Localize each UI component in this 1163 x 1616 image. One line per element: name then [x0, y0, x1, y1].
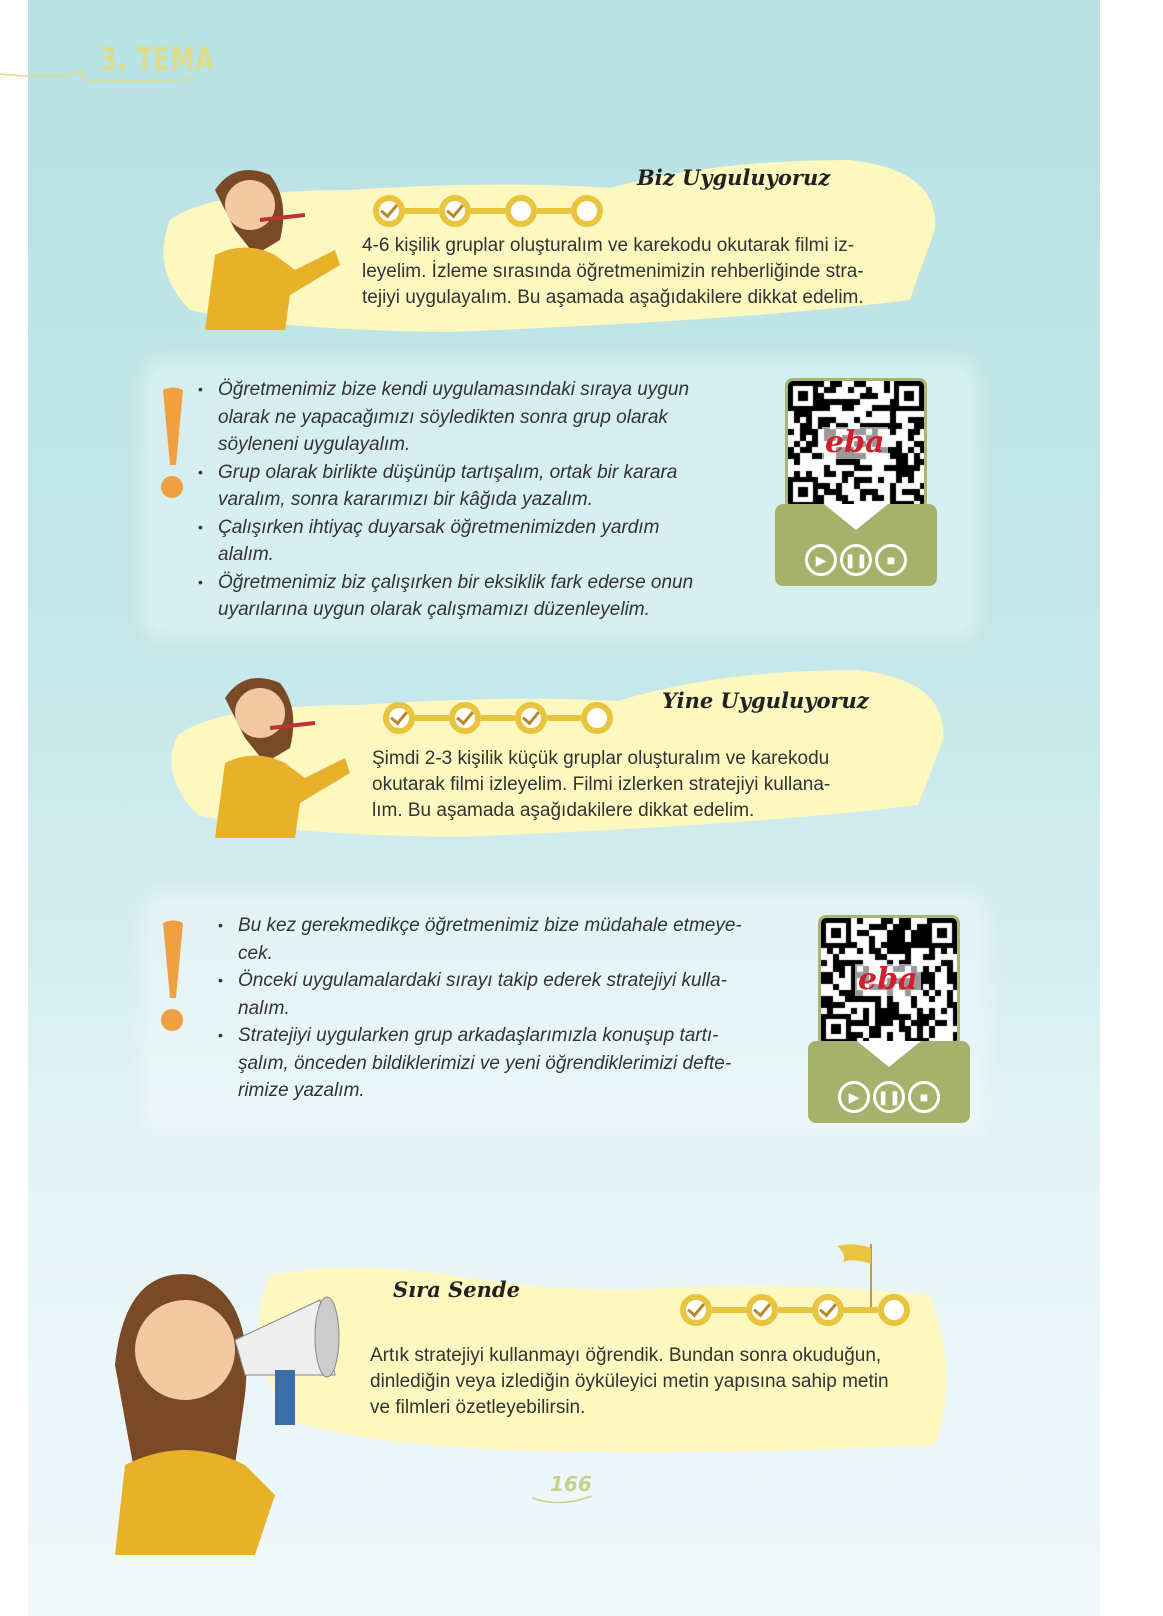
section1-title: Biz Uyguluyoruz — [637, 165, 831, 190]
progress-connector — [415, 715, 449, 721]
list-item: • Grup olarak birlikte düşünüp tartışalım, ortak bir karara varalım, sonra kararımızı bir kâğıda yazalım. — [198, 459, 733, 514]
check-step-icon — [383, 702, 415, 734]
check-step-icon — [812, 1294, 844, 1326]
progress-connector — [547, 715, 581, 721]
progress-connector — [481, 715, 515, 721]
text-line: lım. Bu aşamada aşağıdakilere dikkat edelim. — [372, 800, 755, 821]
eba-logo: eba — [822, 427, 888, 459]
list-item: • Stratejiyi uygularken grup arkadaşlarımızla konuşup tartı- şalım, önceden bildiklerimizi ve yeni öğrendiklerimizi defte- rimize yazalım. — [218, 1022, 778, 1105]
page-number: 166 — [550, 1472, 592, 1496]
pause-icon[interactable]: ❚❚ — [873, 1081, 905, 1113]
play-icon[interactable]: ▶ — [805, 544, 837, 576]
progress-connector — [471, 208, 505, 214]
list-item: • Öğretmenimiz biz çalışırken bir eksiklik fark ederse onun uyarılarına uygun olarak çalışmamızı düzenleyelim. — [198, 569, 733, 624]
eba-logo: eba — [855, 964, 921, 996]
stop-icon[interactable]: ■ — [875, 544, 907, 576]
check-step-icon — [680, 1294, 712, 1326]
girl-illustration — [175, 160, 345, 330]
empty-step-icon — [878, 1294, 910, 1326]
text-line: Şimdi 2-3 kişilik küçük gruplar oluşturalım ve karekodu — [372, 748, 830, 769]
text-line: tejiyi uygulayalım. Bu aşamada aşağıdakilere dikkat edelim. — [362, 287, 864, 308]
check-step-icon — [373, 195, 405, 227]
text-line: 4-6 kişilik gruplar oluşturalım ve karekodu okutarak filmi iz- — [362, 235, 855, 256]
progress-connector — [537, 208, 571, 214]
empty-step-icon — [505, 195, 537, 227]
section1-text — [362, 233, 864, 311]
text-line: ve filmleri özetleyebilirsin. — [370, 1397, 586, 1418]
list-item: • Öğretmenimiz bize kendi uygulamasındaki sıraya uygun olarak ne yapacağımızı söyledikten sonra grup olarak söyleneni uygulayalım. — [198, 376, 733, 459]
section2-title: Yine Uyguluyoruz — [662, 688, 869, 713]
progress-connector — [844, 1307, 878, 1313]
list-item: • Önceki uygulamalardaki sırayı takip ederek stratejiyi kulla- nalım. — [218, 967, 778, 1022]
check-step-icon — [515, 702, 547, 734]
text-line: okutarak filmi izleyelim. Filmi izlerken stratejiyi kullana- — [372, 774, 831, 795]
progress-connector — [712, 1307, 746, 1313]
qr-video-card-1[interactable] — [775, 378, 937, 586]
pause-icon[interactable]: ❚❚ — [840, 544, 872, 576]
stop-icon[interactable]: ■ — [908, 1081, 940, 1113]
check-step-icon — [746, 1294, 778, 1326]
qr-code[interactable] — [785, 378, 927, 510]
empty-step-icon — [571, 195, 603, 227]
video-player — [775, 504, 937, 586]
qr-video-card-2[interactable] — [808, 915, 970, 1123]
notes1-list — [198, 376, 733, 624]
theme-label: 3. TEMA — [100, 40, 215, 78]
check-step-icon — [449, 702, 481, 734]
check-step-icon — [439, 195, 471, 227]
girl-illustration — [185, 668, 355, 838]
qr-code[interactable] — [818, 915, 960, 1047]
empty-step-icon — [581, 702, 613, 734]
girl-megaphone-illustration — [95, 1265, 355, 1555]
section2-text — [372, 746, 830, 824]
exclamation-icon — [158, 918, 188, 1038]
text-line: Artık stratejiyi kullanmayı öğrendik. Bundan sonra okuduğun, — [370, 1345, 882, 1366]
text-line: dinlediğin veya izlediğin öyküleyici metin yapısına sahip metin — [370, 1371, 889, 1392]
section3-progress — [680, 1294, 910, 1326]
page-number-swash — [530, 1492, 595, 1512]
exclamation-icon — [158, 385, 188, 505]
progress-connector — [405, 208, 439, 214]
section3-text — [370, 1343, 889, 1421]
text-line: leyelim. İzleme sırasında öğretmenimizin rehberliğinde stra- — [362, 261, 864, 282]
video-player — [808, 1041, 970, 1123]
progress-connector — [778, 1307, 812, 1313]
list-item: • Çalışırken ihtiyaç duyarsak öğretmenimizden yardım alalım. — [198, 514, 733, 569]
section3-title: Sıra Sende — [393, 1277, 520, 1302]
section1-progress — [373, 195, 603, 227]
play-icon[interactable]: ▶ — [838, 1081, 870, 1113]
section2-progress — [383, 702, 613, 734]
list-item: • Bu kez gerekmedikçe öğretmenimiz bize müdahale etmeye- cek. — [218, 912, 778, 967]
notes2-list — [218, 912, 778, 1105]
